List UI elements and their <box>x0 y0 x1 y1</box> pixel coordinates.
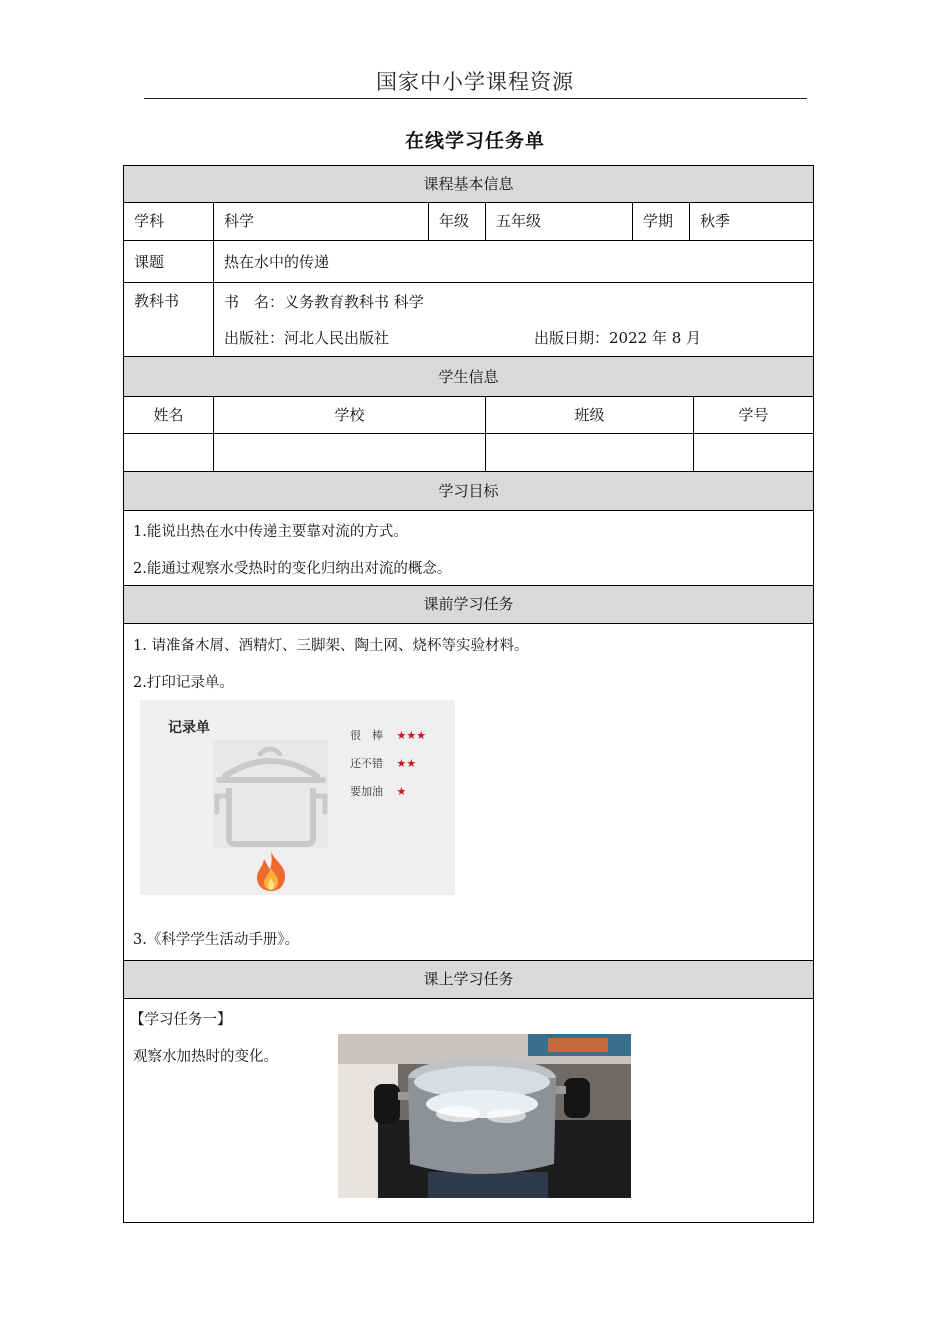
column-student-id: 学号 <box>693 396 814 434</box>
subject-label: 学科 <box>123 202 214 241</box>
input-school[interactable] <box>213 433 486 472</box>
site-title: 国家中小学课程资源 <box>376 70 574 94</box>
grade-value: 五年级 <box>485 202 633 241</box>
pre-task-3: 3.《科学学生活动手册》。 <box>133 932 300 948</box>
publisher: 出版社：河北人民出版社 <box>224 329 390 347</box>
section-objectives: 学习目标 <box>123 471 814 511</box>
topic-label: 课题 <box>123 240 214 283</box>
section-class-tasks: 课上学习任务 <box>123 960 814 999</box>
task1-description: 观察水加热时的变化。 <box>133 1049 278 1065</box>
rating-row-3: 要加油 ★ <box>350 785 407 798</box>
input-student-id[interactable] <box>693 433 814 472</box>
boiling-pot-photo <box>338 1034 631 1198</box>
input-name[interactable] <box>123 433 214 472</box>
term-value: 秋季 <box>689 202 814 241</box>
objective-1: 1.能说出热在水中传递主要靠对流的方式。 <box>133 524 408 540</box>
stars-1-icon: ★ <box>396 785 407 798</box>
column-class: 班级 <box>485 396 694 434</box>
column-school: 学校 <box>213 396 486 434</box>
book-name: 书 名：义务教育教科书 科学 <box>224 293 424 311</box>
column-name: 姓名 <box>123 396 214 434</box>
textbook-info <box>213 282 814 357</box>
publish-date: 出版日期：2022 年 8 月 <box>534 329 702 347</box>
section-student-info: 学生信息 <box>123 356 814 397</box>
term-label: 学期 <box>632 202 690 241</box>
topic-value: 热在水中的传递 <box>213 240 814 283</box>
pre-task-1: 1. 请准备木屑、酒精灯、三脚架、陶土网、烧杯等实验材料。 <box>133 638 529 654</box>
pot-icon <box>213 740 328 850</box>
section-pre-tasks: 课前学习任务 <box>123 585 814 624</box>
stars-2-icon: ★★ <box>396 757 417 770</box>
textbook-label: 教科书 <box>123 282 214 357</box>
subject-value: 科学 <box>213 202 429 241</box>
record-sheet-image <box>140 700 455 895</box>
pre-task-2: 2.打印记录单。 <box>133 675 234 691</box>
stars-3-icon: ★★★ <box>396 729 427 742</box>
flame-icon <box>250 850 292 892</box>
section-course-info: 课程基本信息 <box>123 165 814 203</box>
record-sheet-title: 记录单 <box>168 720 210 736</box>
objective-2: 2.能通过观察水受热时的变化归纳出对流的概念。 <box>133 561 452 577</box>
rating-row-1: 很 棒 ★★★ <box>350 729 427 742</box>
header-rule <box>144 98 807 99</box>
input-class[interactable] <box>485 433 694 472</box>
rating-row-2: 还不错 ★★ <box>350 757 417 770</box>
grade-label: 年级 <box>428 202 486 241</box>
task1-title: 【学习任务一】 <box>130 1012 232 1028</box>
document-title: 在线学习任务单 <box>404 130 545 152</box>
